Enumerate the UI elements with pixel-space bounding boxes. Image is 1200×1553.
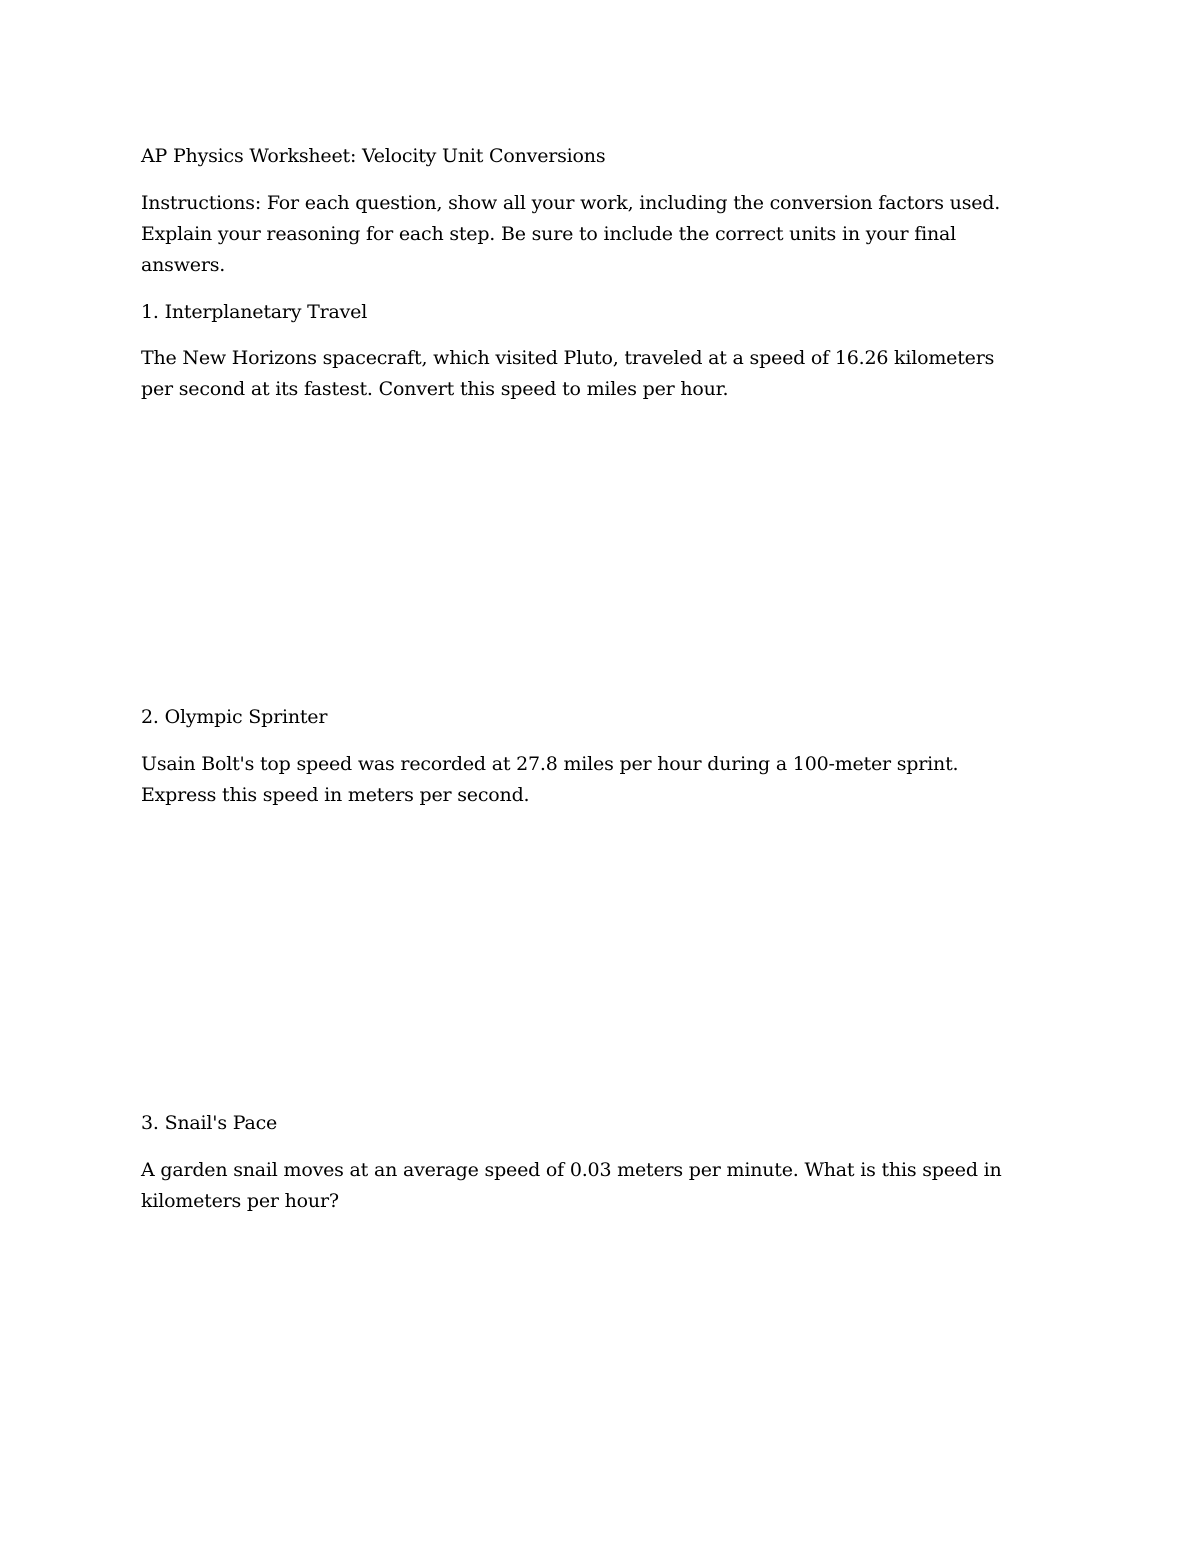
question-text-line: per second at its fastest. Convert this speed to miles per hour.: [141, 378, 729, 400]
page-title: AP Physics Worksheet: Velocity Unit Conversions: [141, 145, 606, 167]
question-1-text: [141, 343, 1081, 405]
question-3-text: [141, 1155, 1081, 1217]
question-text-line: A garden snail moves at an average speed of 0.03 meters per minute. What is this speed in: [141, 1159, 1002, 1181]
question-3-heading: 3. Snail's Pace: [141, 1112, 278, 1134]
instructions-line: answers.: [141, 254, 226, 276]
question-text-line: Express this speed in meters per second.: [141, 784, 530, 806]
question-text-line: The New Horizons spacecraft, which visited Pluto, traveled at a speed of 16.26 kilometers: [141, 347, 995, 369]
question-2-text: [141, 749, 1081, 811]
instructions-paragraph: [141, 188, 1081, 281]
question-text-line: kilometers per hour?: [141, 1190, 339, 1212]
question-text-line: Usain Bolt's top speed was recorded at 27.8 miles per hour during a 100-meter sprint.: [141, 753, 959, 775]
question-2-heading: 2. Olympic Sprinter: [141, 706, 328, 728]
question-1-heading: 1. Interplanetary Travel: [141, 301, 368, 323]
instructions-line: Explain your reasoning for each step. Be sure to include the correct units in your final: [141, 223, 956, 245]
instructions-line: Instructions: For each question, show all your work, including the conversion factors used.: [141, 192, 1001, 214]
